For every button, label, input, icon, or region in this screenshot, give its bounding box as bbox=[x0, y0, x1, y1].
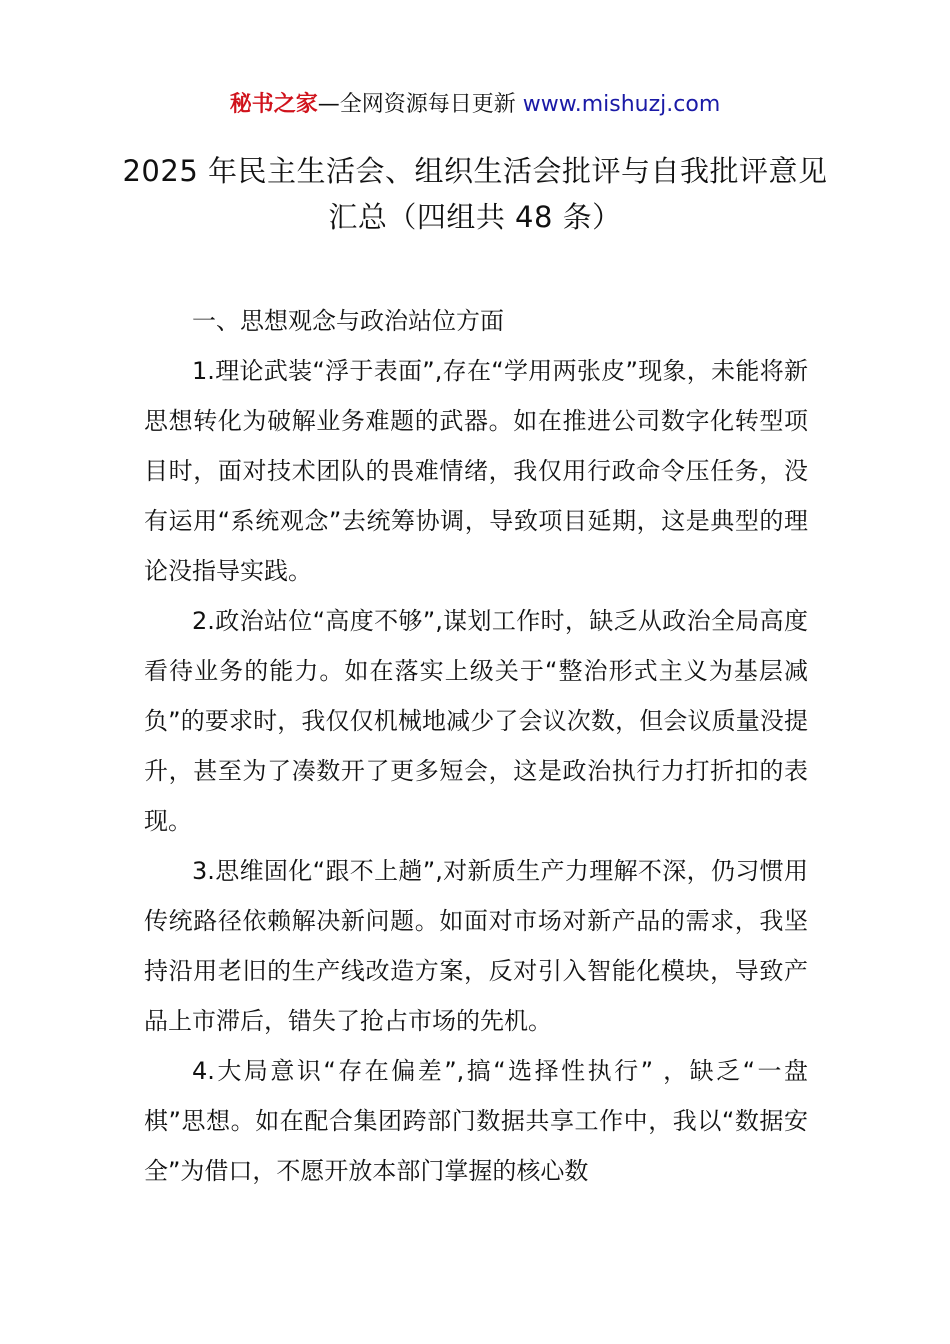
site-tagline: —全网资源每日更新 bbox=[317, 92, 523, 117]
site-url-link[interactable]: www.mishuzj.com bbox=[522, 92, 721, 117]
document-body bbox=[144, 296, 808, 1196]
paragraph-item: 1.理论武装“浮于表面”,存在“学用两张皮”现象，未能将新思想转化为破解业务难题的武器。如在推进公司数字化转型项目时，面对技术团队的畏难情绪，我仅用行政命令压任务，没有运用“系统观念”去统筹协调，导致项目延期，这是典型的理论没指导实践。 bbox=[144, 357, 808, 585]
site-header bbox=[0, 88, 950, 122]
document-title: 2025 年民主生活会、组织生活会批评与自我批评意见汇总（四组共 48 条） bbox=[122, 154, 828, 234]
site-brand[interactable]: 秘书之家 bbox=[229, 92, 318, 117]
section-heading: 一、思想观念与政治站位方面 bbox=[192, 307, 504, 335]
paragraph-item: 4.大局意识“存在偏差”,搞“选择性执行” ，缺乏“一盘棋”思想。如在配合集团跨部门数据共享工作中，我以“数据安全”为借口，不愿开放本部门掌握的核心数 bbox=[144, 1057, 808, 1185]
paragraph-item: 2.政治站位“高度不够”,谋划工作时，缺乏从政治全局高度看待业务的能力。如在落实上级关于“整治形式主义为基层减负”的要求时，我仅仅机械地减少了会议次数，但会议质量没提升，甚至为了凑数开了更多短会，这是政治执行力打折扣的表现。 bbox=[144, 607, 808, 835]
paragraph-item: 3.思维固化“跟不上趟”,对新质生产力理解不深，仍习惯用传统路径依赖解决新问题。如面对市场对新产品的需求，我坚持沿用老旧的生产线改造方案，反对引入智能化模块，导致产品上市滞后，错失了抢占市场的先机。 bbox=[144, 857, 808, 1035]
